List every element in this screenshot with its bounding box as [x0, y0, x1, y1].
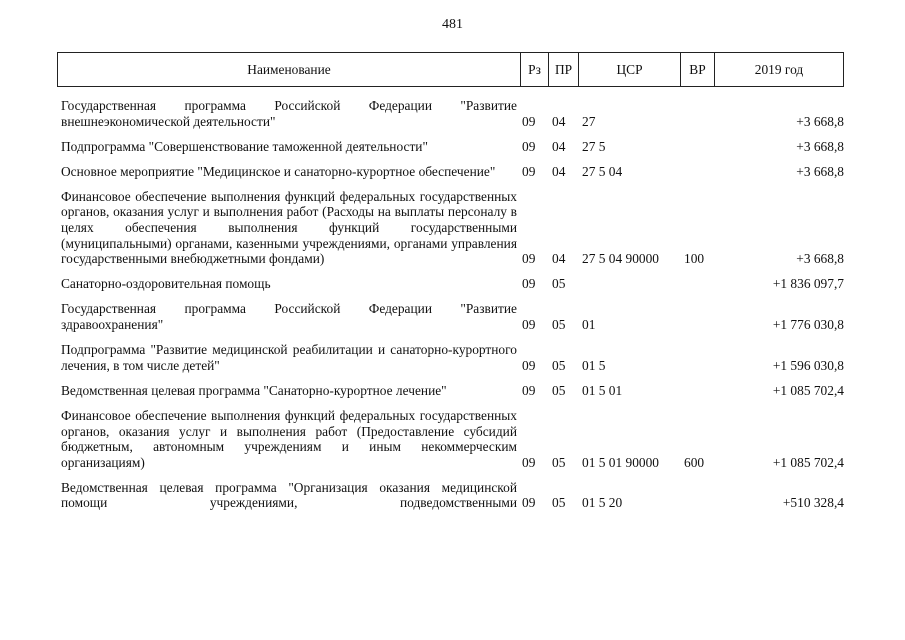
table-row: [0, 164, 905, 180]
row-amount: +1 085 702,4: [772, 454, 844, 470]
table-row: [0, 408, 905, 470]
row-csr: 01 5 01: [582, 382, 623, 398]
row-name: Финансовое обеспечение выполнения функций федеральных государственных органов, оказания услуг и выполнения работ (Предоставление субсидий бюджетным, автономным учреждениям и иным некоммерческим организациям): [61, 407, 517, 470]
row-pr: 05: [552, 276, 566, 292]
row-name: Государственная программа Российской Федерации "Развитие здравоохранения": [61, 301, 517, 333]
row-csr: 27 5 04: [582, 163, 623, 179]
table-row: [0, 480, 905, 511]
row-name: Ведомственная целевая программа "Организация оказания медицинской помощи учреждениями, подведомственными: [61, 479, 517, 511]
header-csr: ЦСР: [579, 53, 681, 86]
row-pr: 04: [552, 113, 566, 129]
row-pr: 04: [552, 138, 566, 154]
row-rz: 09: [522, 454, 536, 470]
row-rz: 09: [522, 251, 536, 267]
table-row: [0, 189, 905, 267]
row-csr: 27 5 04 90000: [582, 251, 659, 267]
row-pr: 05: [552, 357, 566, 373]
row-pr: 04: [552, 251, 566, 267]
row-pr: 05: [552, 454, 566, 470]
row-csr: 27: [582, 113, 596, 129]
table-row: [0, 342, 905, 373]
table-row: [0, 301, 905, 332]
row-csr: 01 5 20: [582, 495, 623, 511]
row-vr: 100: [684, 251, 705, 267]
row-rz: 09: [522, 495, 536, 511]
row-amount: +3 668,8: [796, 138, 844, 154]
header-year: 2019 год: [754, 61, 804, 77]
row-rz: 09: [522, 163, 536, 179]
table-header: [57, 52, 844, 87]
row-pr: 04: [552, 163, 566, 179]
table-row: [0, 276, 905, 292]
row-rz: 09: [522, 276, 536, 292]
header-rz: Рз: [521, 53, 549, 86]
row-amount: +1 085 702,4: [772, 382, 844, 398]
header-pr: ПР: [549, 53, 579, 86]
row-pr: 05: [552, 495, 566, 511]
row-rz: 09: [522, 113, 536, 129]
page-number: 481: [442, 17, 463, 32]
row-amount: +3 668,8: [796, 251, 844, 267]
row-amount: +3 668,8: [796, 163, 844, 179]
table-row: [0, 383, 905, 399]
row-name: Ведомственная целевая программа "Санаторно-курортное лечение": [61, 382, 447, 398]
table-body: [0, 98, 905, 520]
row-pr: 05: [552, 382, 566, 398]
row-csr: 27 5: [582, 138, 606, 154]
table-row: [0, 139, 905, 155]
row-name: Основное мероприятие "Медицинское и санаторно-курортное обеспечение": [61, 163, 496, 179]
row-csr: 01 5 01 90000: [582, 454, 659, 470]
row-rz: 09: [522, 317, 536, 333]
row-rz: 09: [522, 138, 536, 154]
row-csr: 01 5: [582, 357, 606, 373]
row-rz: 09: [522, 357, 536, 373]
row-rz: 09: [522, 382, 536, 398]
row-amount: +3 668,8: [796, 113, 844, 129]
row-pr: 05: [552, 317, 566, 333]
row-name: Подпрограмма "Развитие медицинской реабилитации и санаторно-курортного лечения, в том числе детей": [61, 342, 517, 373]
header-vr: ВР: [681, 53, 715, 86]
row-amount: +1 596 030,8: [772, 357, 844, 373]
header-name: Наименование: [58, 53, 521, 86]
row-amount: +510 328,4: [782, 495, 844, 511]
row-amount: +1 836 097,7: [772, 276, 844, 292]
row-name: Государственная программа Российской Федерации "Развитие внешнеэкономической деятельности": [61, 98, 517, 129]
row-amount: +1 776 030,8: [772, 317, 844, 333]
row-csr: 01: [582, 317, 596, 333]
row-name: Санаторно-оздоровительная помощь: [61, 276, 271, 292]
row-name: Подпрограмма "Совершенствование таможенной деятельности": [61, 138, 428, 154]
table-row: [0, 98, 905, 129]
row-name: Финансовое обеспечение выполнения функций федеральных государственных органов, оказания услуг и выполнения работ (Расходы на выплаты персоналу в целях обеспечения выполнения функций государственными (муниципальными) органами, казенными учреждениями, органами управления государственными внебюджетными фондами): [61, 188, 517, 267]
row-vr: 600: [684, 454, 705, 470]
